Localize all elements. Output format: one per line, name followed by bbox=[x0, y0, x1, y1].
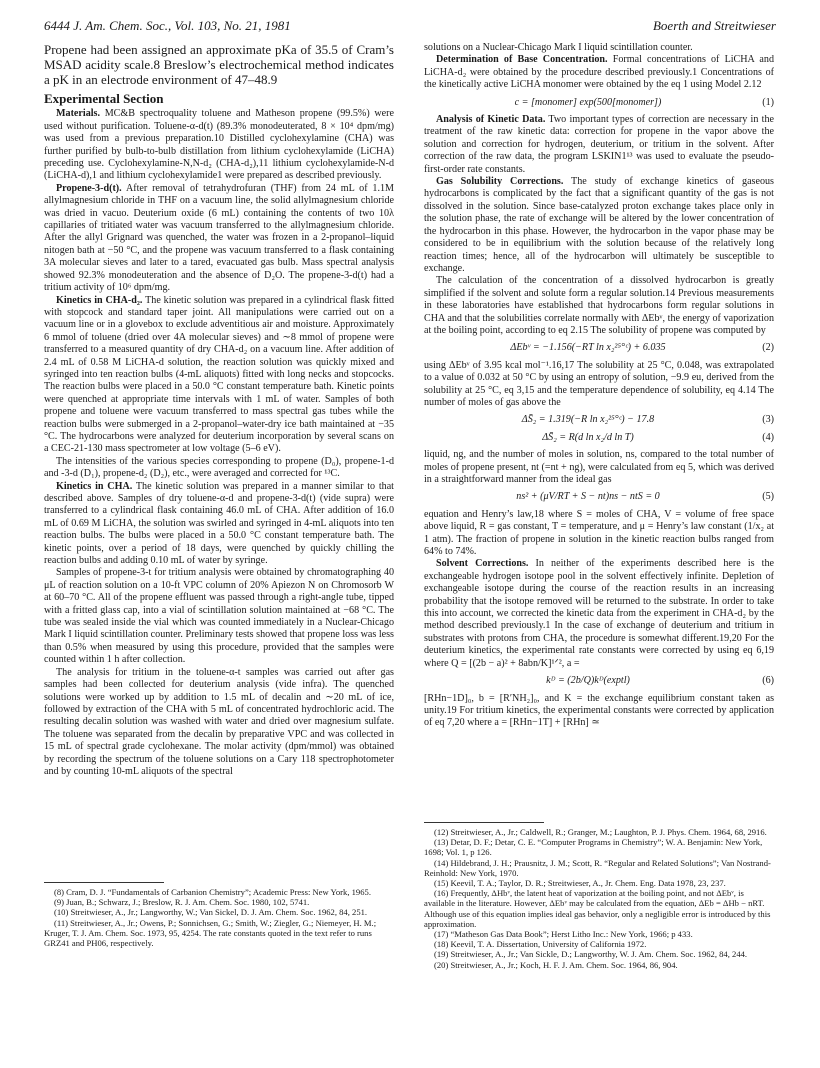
propene-paragraph bbox=[44, 183, 394, 295]
left-column bbox=[44, 42, 394, 1052]
materials-paragraph bbox=[44, 108, 394, 182]
equation-6 bbox=[424, 675, 774, 687]
footnote-rule bbox=[44, 882, 164, 883]
header-authors: Boerth and Streitwieser bbox=[652, 18, 776, 33]
equation-3-expression: ΔS̄₂ = 1.319(−R ln x₂²⁵°ᶜ) − 17.8 bbox=[521, 414, 655, 426]
equation-2-expression: ΔEbᵛ = −1.156(−RT ln x₂²⁵°ᶜ) + 6.035 bbox=[510, 342, 666, 354]
footnote: (18) Keevil, T. A. Dissertation, University of California 1972. bbox=[434, 939, 647, 950]
footnote: (15) Keevil, T. A.; Taylor, D. R.; Streitwieser, A., Jr. Chem. Eng. Data 1978, 23, 237. bbox=[434, 878, 726, 889]
materials-heading: Materials. bbox=[56, 108, 101, 120]
footnote: (20) Streitwieser, A., Jr.; Koch, H. F. J. Am. Chem. Soc. 1964, 86, 904. bbox=[434, 959, 678, 970]
propene-text: After removal of tetrahydrofuran (THF) from 24 mL of 1.1M allylmagnesium chloride in THF on a vacuum line, the solid allylmagnesium chloride was dried in vacuo. Deuterium oxide (6 mL) containing the contents of two 10λ capillaries of tritiated water was vacuum transferred to the allylmagnesium chloride. After the allyl Grignard was quenched, the water was frozen in a 2-propanol–liquid nitogen bath at −50 °C, and the propene was vacuum transferred to a flask containing 3A molecular sieves and later to a tared, evacuated gas bulb. Mass spectral analysis showed 92.3% monodeuteration and the absence of D₂O. The propene-3-d(t) had a tritium activity of 10⁶ dpm/mg. bbox=[44, 182, 394, 294]
footnote: (12) Streitwieser, A., Jr.; Caldwell, R.; Granger, M.; Laughton, P. J. Phys. Chem. 1964, 68, 2916. bbox=[434, 827, 767, 837]
footnote: (13) Detar, D. F.; Detar, C. E. “Computer Programs in Chemistry”; W. A. Benjamin: New York, 1698; Vol. 1, p 126. bbox=[424, 837, 763, 858]
equation-6-number: (6) bbox=[762, 675, 774, 687]
right-column bbox=[424, 42, 774, 1052]
equation-5 bbox=[424, 491, 774, 503]
equation-1-expression: c = [monomer] exp(500[monomer]) bbox=[514, 96, 662, 108]
footnote: (16) Frequently, ΔHbᵛ, the latent heat of vaporization at the boiling point, and not ΔEbᵛ, is available in the literature. However, ΔEbᵛ may be calculated from the equation, ΔEb = ΔHb − nRT. Although use of this equation implies ideal gas behavior, only a negligible error is introduced by this approximation. bbox=[424, 888, 771, 929]
kinetics-d2-text: The kinetic solution was prepared in a cylindrical flask fitted with stopcock and standard taper joint. All manipulations were carried out on a vacuum line or in a glovebox to exclude adventitious air and moisture. Approximately 6 mmol of toluene (dried over 4A molecular sieves) and ∼8 mmol of propene were transferred to a measured quantity of dry CHA-d₂ on a vacuum line. After addition of 2.4 mL of 0.58 M LiCHA-d solution, the reaction solution was quickly mixed and syringed into ten reaction bulbs (4-mL aliquots) fitted with long necks and stopcocks. The reaction bulbs were placed in a 50.0 °C constant temperature bath. Kinetic points were quenched at appropriate time intervals with 1 mL of water. Samples of both propene and toluene were vacuum transferred to mass spectral gas tubes while the reaction bulbs were submerged in a 2-propanol–water-dry ice bath maintained at −35 °C. The hydrocarbons were analyzed for deuterium incorporation by several scans on a CEC-21-130 mass spectrometer at low voltage (5–6 eV). bbox=[44, 294, 395, 455]
equation-1-number: (1) bbox=[762, 96, 774, 108]
equation-2 bbox=[424, 342, 774, 354]
footnote: (14) Hildebrand, J. H.; Prausnitz, J. M.; Scott, R. “Regular and Related Solutions”; Van Nostrand-Reinhold: New York, 1970. bbox=[424, 857, 771, 878]
analysis-paragraph: The analysis for tritium in the toluene-α-t samples was carried out after gas samples had been collected for deuterium analysis (vide infra). The quenched solutions were worked up by addition to 1.5 mL of decalin and ∼20 mL of ice, followed by extraction of the CHA with 5 mL of concentrated hydrochloric acid. The resulting decalin solution was washed with water and dried over magnesium sulfate. The toluene was separated from the decalin by preparative VPC and was collected in 15 mL of spectral grade cyclohexane. The molar activity (dpm/mmol) was obtained by recording the spectrum of the toluene solutions on a Cary 118 spectrophotometer and by counting 10-mL aliquots of the spectral bbox=[44, 666, 394, 777]
kinetics-d2-paragraph bbox=[44, 295, 394, 456]
footnotes-left bbox=[44, 882, 394, 948]
gas-solubility-heading: Gas Solubility Corrections. bbox=[436, 176, 564, 188]
analysis-kinetic-text: Two important types of correction are necessary in the treatment of the raw kinetic data: correction for propene in the vapor above the solution and correction for hydrogen, deuterium, or tritium in the solvent. After correction of the raw data, the program LSKIN1¹³ was used to evaluate the pseudo-first-order rate constants. bbox=[424, 114, 774, 175]
calculation-paragraph: The calculation of the concentration of a dissolved hydrocarbon is greatly simplified if the solvent and solute form a regular solution.14 Previous measurements in these laboratories have established that hydrocarbons form regular solutions in CHA and that the solubilities correlate normally with ΔEbᵛ, the energy of vaporization at the boiling point, according to eq 2.15 The solubility of propene was computed by bbox=[424, 275, 774, 336]
equation-5-expression: ns² + (μV/RT + S − nt)ns − ntS = 0 bbox=[516, 491, 660, 503]
gas-solubility-text: The study of exchange kinetics of gaseous hydrocarbons is complicated by the fact that a significant quantity of the gas is not dissolved in the solution. Since base-catalyzed proton exchange takes place only in the solution phase, the rate of exchange will be altered by the lower concentration of the hydrocarbon in this phase. However, the hydrocarbon in the vapor phase may be considered to be in equilibrium with the solution because of the relatively long reaction times; hence, all of the hydrocarbon will ultimately be susceptible to exchange. bbox=[424, 176, 774, 274]
base-text: Formal concentrations of LiCHA and LiCHA-d₂ were obtained by the procedure described previously.1 Concentrations of the kinetically active LiCHA monomer were obtained by the eq 1 using Model 2.12 bbox=[424, 54, 775, 91]
solvent-heading: Solvent Corrections. bbox=[436, 558, 529, 570]
samples-paragraph: Samples of propene-3-t for tritium analysis were obtained by chromatographing 40 μL of reaction solution on a 10-ft VPC column of 20% Apiezon N on Chromosorb W at 60–70 °C. All of the propene effluent was passed through a right-angle tube, tipped with a fritted glass cap, into a vial of scintillation solution maintained at −68 °C. The tube was sealed inside the vial which was counted immediately in a Nuclear-Chicago Mark I liquid scintillation counter. Preliminary tests showed that propene loss was less than 0.5% when measured by using this procedure, provided that the samples were counted within 1 h after collection. bbox=[44, 567, 394, 666]
kinetics-heading: Kinetics in CHA. bbox=[56, 480, 133, 492]
equation-5-number: (5) bbox=[762, 491, 774, 503]
running-header bbox=[44, 18, 776, 36]
footnote: (9) Juan, B.; Schwarz, J.; Breslow, R. J. Am. Chem. Soc. 1980, 102, 5741. bbox=[54, 897, 310, 908]
base-paragraph bbox=[424, 54, 774, 91]
footnote-rule bbox=[424, 822, 544, 823]
rh-paragraph: [RHn−1D]₀, b = [R′NH₂]₀, and K = the exchange equilibrium constant taken as unity.19 For tritium kinetics, the experimental constants were corrected by application of eq 7,20 where a = [RHn−1T] + [RHn] ≃ bbox=[424, 692, 774, 729]
materials-text: MC&B spectroquality toluene and Matheson propene (99.5%) were used without purification. Toluene-α-d(t) (89.3% monodeuterated, 8 × 10⁴ dpm/mg) was used from a previous preparation.10 Distilled cyclohexylamine (CHA) was further purified by bulb-to-bulb distillation from lithium cyclohexylamide (LiCHA) preceding use. Cyclohexylamine-N,N-d₂ (CHA-d₂),11 lithium cyclohexylamide-N-d (LiCHA-d),1 and lithium cyclohexylamide1 were prepared as described previously. bbox=[44, 108, 394, 182]
intensities-paragraph: The intensities of the various species corresponding to propene (D₀), propene-1-d and -3-d (D₁), propene-d₂ (D₂), etc., were averaged and corrected for ¹³C. bbox=[44, 455, 394, 480]
intro-paragraph: Propene had been assigned an approximate pKa of 35.5 of Cram’s MSAD acidity scale.8 Breslow’s electrochemical method indicates a pK in an electrode environment of 47–48.9 bbox=[44, 42, 394, 87]
base-heading: Determination of Base Concentration. bbox=[436, 54, 608, 66]
kinetics-d2-heading: Kinetics in CHA-d₂. bbox=[56, 294, 143, 306]
equation-4-number: (4) bbox=[762, 431, 774, 443]
liquid-paragraph: liquid, ng, and the number of moles in solution, ns, compared to the total number of moles of propene present, nt (=nt + ng), were calculated from eq 5, which was derived in a straightforward manner from the ideal gas bbox=[424, 449, 774, 485]
footnote: (19) Streitwieser, A., Jr.; Van Sickle, D.; Langworthy, W. J. Am. Chem. Soc. 1962, 84, 244. bbox=[434, 949, 748, 960]
equation-6-expression: kᴰ = (2b/Q)kᴰ(exptl) bbox=[546, 675, 630, 687]
kinetics-text: The kinetic solution was prepared in a manner similar to that described above. Samples of dry toluene-α-d and propene-3-d(t) (vide supra) were transferred to a cylindrical flask containing 46.0 mL of CHA. After addition of 16.0 mL of 0.69 M LiCHA, the solution was swirled and syringed in 4-mL aliquots into ten reaction bulbs. The bulbs were placed in a 50.0 °C constant temperature bath. The kinetic points, over a period of 18 days, were quenched by quickly chilling the reaction bulbs and adding 0.10 mL of water by syringe. bbox=[44, 480, 394, 567]
footnote: (8) Cram, D. J. “Fundamentals of Carbanion Chemistry”; Academic Press: New York, 1965. bbox=[54, 887, 371, 897]
header-citation: 6444 J. Am. Chem. Soc., Vol. 103, No. 21, 1981 bbox=[44, 18, 291, 33]
equation-2-number: (2) bbox=[762, 342, 774, 354]
footnote: (10) Streitwieser, A., Jr.; Langworthy, W.; Van Sickel, D. J. Am. Chem. Soc. 1962, 84, 251. bbox=[54, 907, 368, 918]
equation-3-number: (3) bbox=[762, 414, 774, 426]
footnotes-right bbox=[424, 822, 774, 970]
equation-4-expression: ΔS̄₂ = R(d ln x₂/d ln T) bbox=[542, 431, 634, 443]
equation-3 bbox=[424, 414, 774, 426]
footnote: (11) Streitwieser, A., Jr.; Owens, P.; Sonnichsen, G.; Smith, W.; Ziegler, G.; Niemeyer, H. M.; Kruger, T. J. Am. Chem. Soc. 1973, 95, 4254. The rate constants quoted in the text refer to runs GRZ41 and PH06, respectively. bbox=[44, 917, 377, 949]
henry-paragraph: equation and Henry’s law,18 where S = moles of CHA, V = volume of free space above liquid, R = gas constant, T = temperature, and μ = Henry’s law constant (1/x₂ at 1 atm). The fraction of propene in solution in the kinetic reaction bulbs ranged from 64% to 74%. bbox=[424, 508, 774, 558]
kinetics-paragraph bbox=[44, 481, 394, 568]
equation-4 bbox=[424, 432, 774, 444]
solvent-text: In neither of the experiments described here is the exchangeable hydrogen isotope pool in the solvent effectively infinite. Depletion of exchangeable isotope during the course of the reaction results in an increasing probability that the isotope removed will be returned to the substrate. In order to take this into account, we corrected the kinetic data from the experiment in CHA-d₂ by the method described previously.1 In the case of exchange of deuterium and tritium in substrates with protons from CHA, the procedure is somewhat different.19,20 For the deuterium kinetics, the experimental rate constants were corrected by using eq 6,19 where Q = [(2b − a)² + 8abn/K]¹ᐟ², a = bbox=[424, 558, 775, 669]
analysis-kinetic-heading: Analysis of Kinetic Data. bbox=[436, 114, 546, 126]
gas-solubility-paragraph bbox=[424, 176, 774, 275]
solvent-paragraph bbox=[424, 558, 774, 670]
continued-paragraph: solutions on a Nuclear-Chicago Mark I liquid scintillation counter. bbox=[424, 42, 693, 53]
using-paragraph: using ΔEbᵛ of 3.95 kcal mol⁻¹.16,17 The solubility at 25 °C, 0.048, was extrapolated to a value of 0.032 at 50 °C by using an entropy of solution, −9.9 eu, derived from the solubility at 25 °C, eq 3,15 and the temperature dependence of solubility, eq 4.14 The number of moles of gas above the bbox=[424, 359, 774, 408]
equation-1 bbox=[424, 97, 774, 109]
footnote: (17) “Matheson Gas Data Book”; Herst Litho Inc.: New York, 1966; p 433. bbox=[434, 929, 693, 940]
analysis-kinetic-paragraph bbox=[424, 114, 774, 176]
propene-heading: Propene-3-d(t). bbox=[56, 182, 122, 194]
section-title: Experimental Section bbox=[44, 91, 164, 106]
